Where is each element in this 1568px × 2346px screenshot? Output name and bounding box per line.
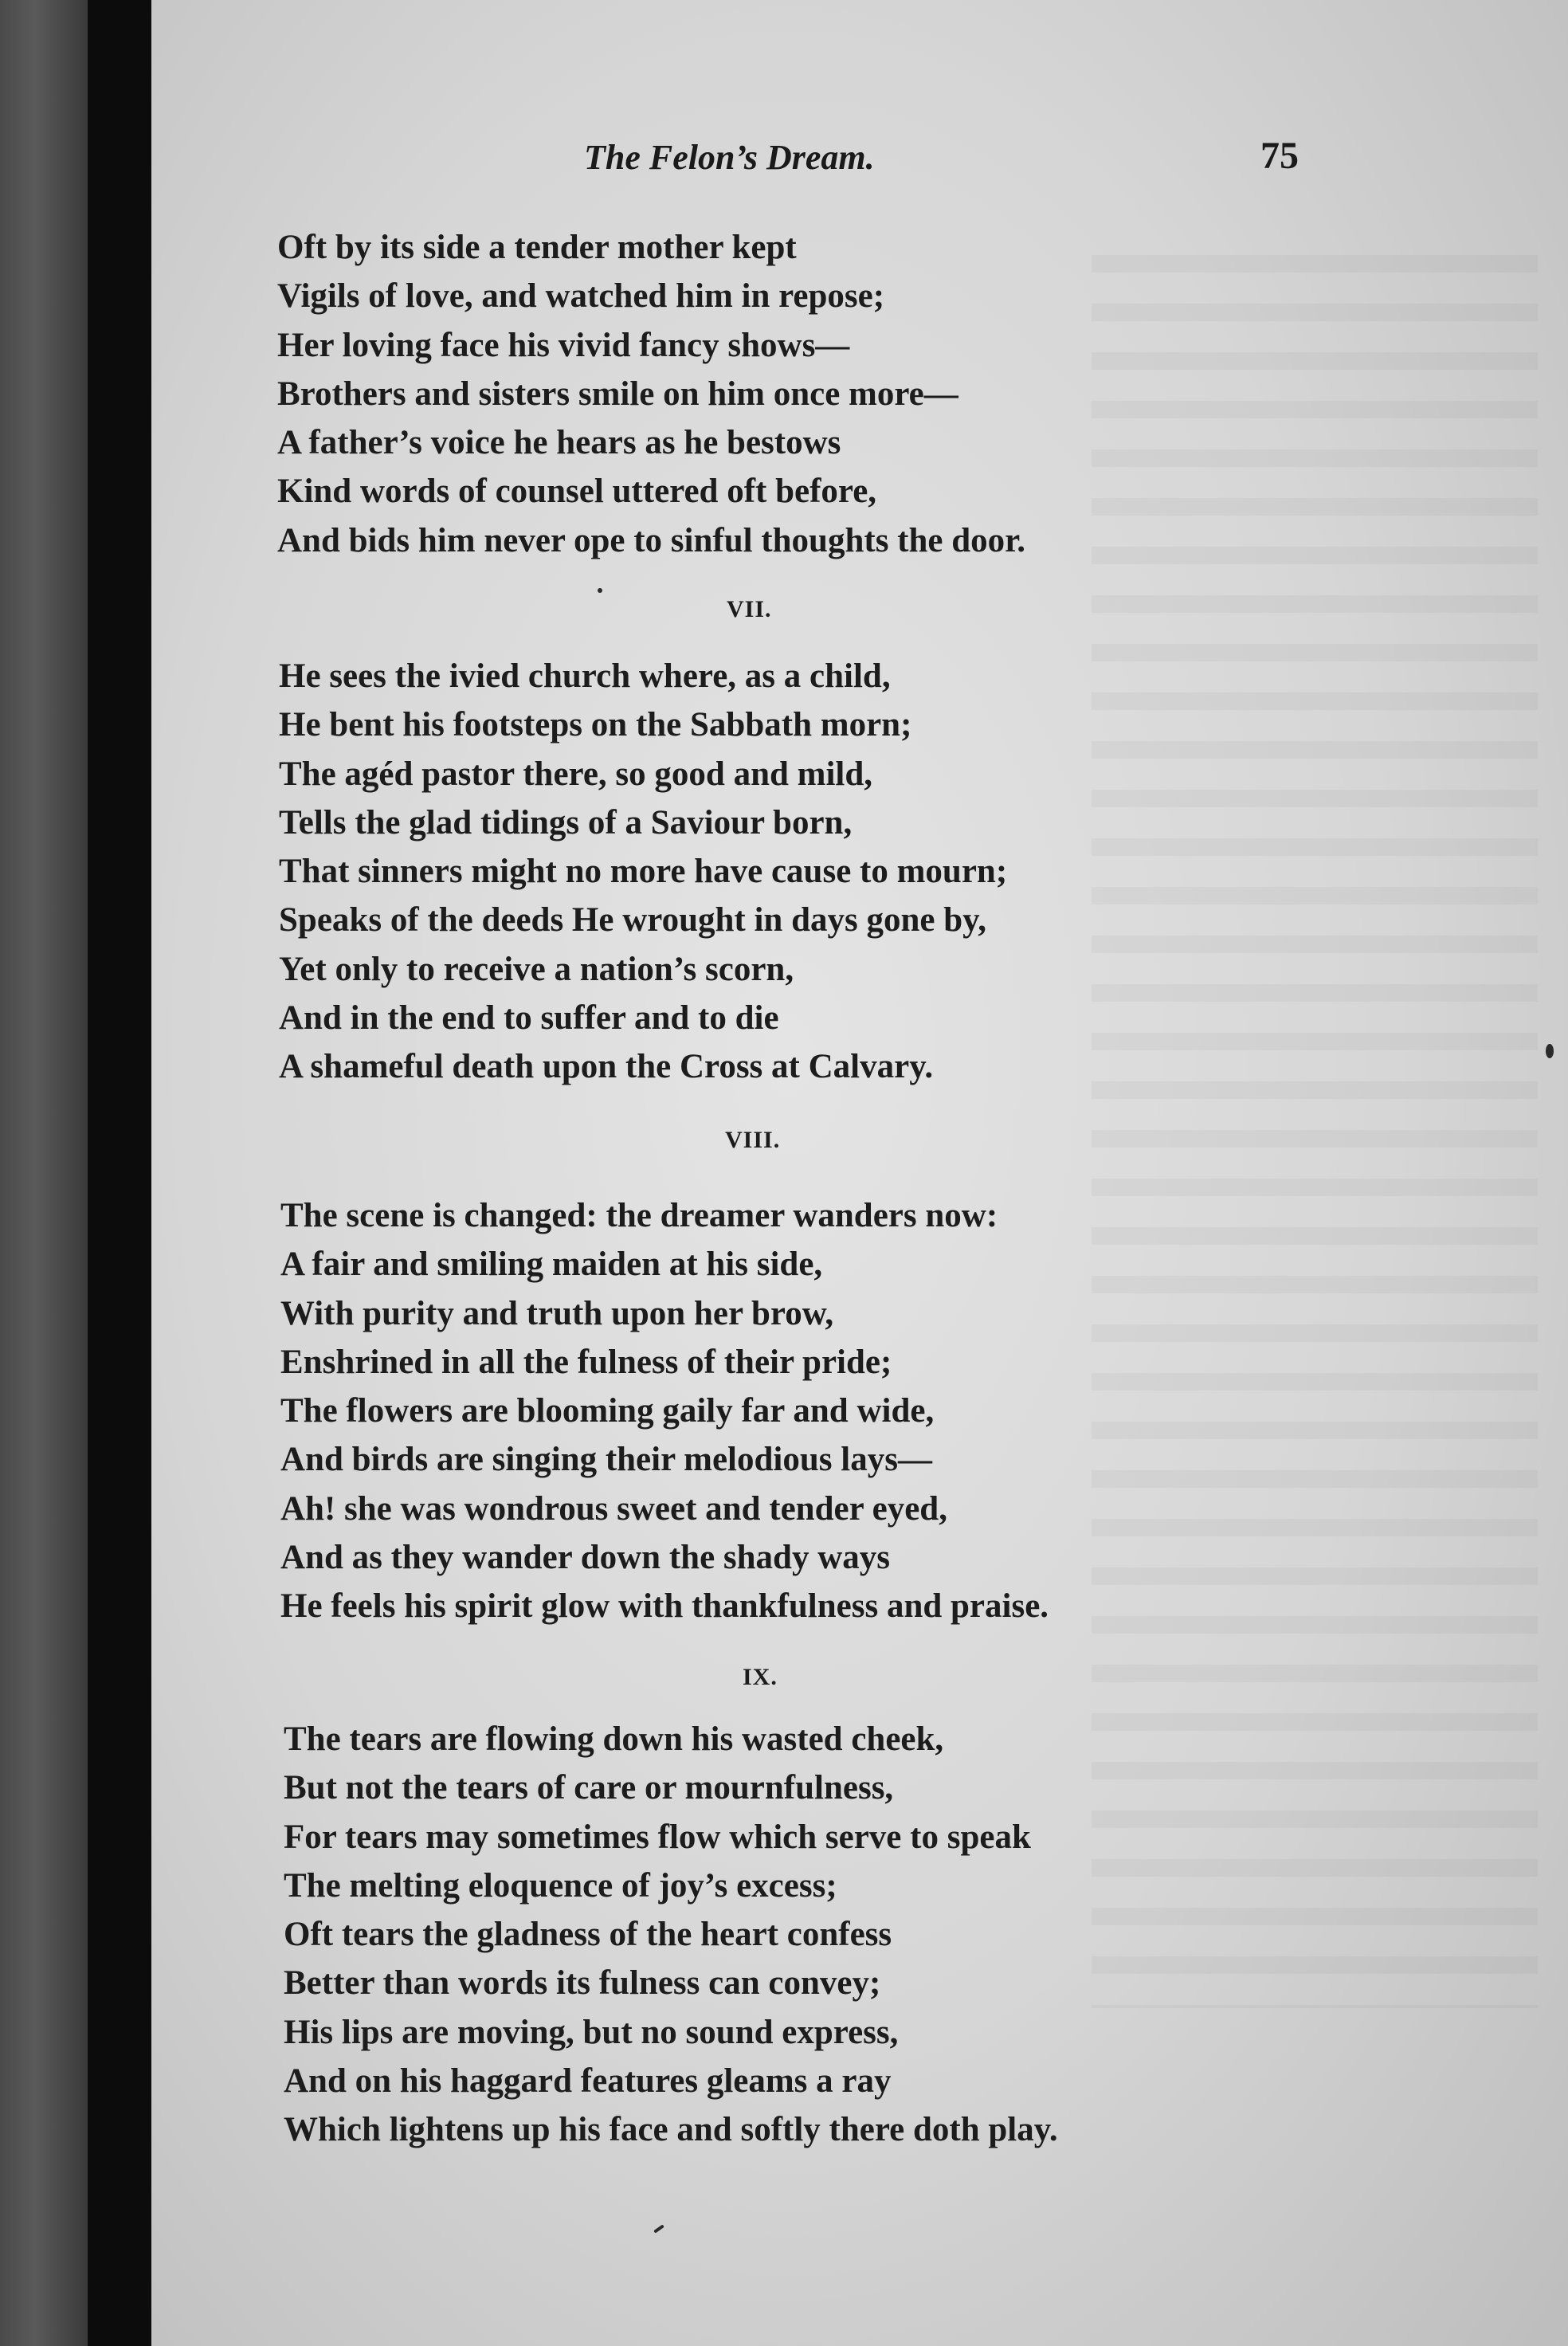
stanza-numeral-vii: VII. <box>727 596 772 622</box>
verse-line: He bent his footsteps on the Sabbath morn; <box>279 706 912 744</box>
verse-line: Ah! she was wondrous sweet and tender eyed, <box>280 1489 947 1528</box>
verse-line: Her loving face his vivid fancy shows— <box>277 326 850 364</box>
running-head: The Felon’s Dream. <box>584 138 875 177</box>
verse-line: Tells the glad tidings of a Saviour born, <box>279 803 853 842</box>
verse-line: A fair and smiling maiden at his side, <box>280 1246 823 1284</box>
verse-line: Brothers and sisters smile on him once more— <box>277 375 958 413</box>
verse-line: Which lightens up his face and softly there doth play. <box>284 2111 1058 2149</box>
verse-line: A father’s voice he hears as he bestows <box>277 424 841 462</box>
book-gutter <box>88 0 151 2346</box>
verse-line: But not the tears of care or mournfulness, <box>284 1769 894 1807</box>
page-number: 75 <box>1260 135 1299 177</box>
verse-line: Vigils of love, and watched him in repose; <box>277 277 885 316</box>
verse-line: For tears may sometimes flow which serve to speak <box>284 1818 1031 1856</box>
verse-line: And as they wander down the shady ways <box>280 1539 891 1577</box>
verse-line: The scene is changed: the dreamer wanders now: <box>280 1197 998 1234</box>
verse-line: Better than words its fulness can convey; <box>284 1964 881 2003</box>
verse-line: That sinners might no more have cause to mourn; <box>279 853 1008 891</box>
verse-line: He feels his spirit glow with thankfulness and praise. <box>280 1587 1049 1626</box>
ink-speck <box>1546 1044 1554 1058</box>
verse-line: And bids him never ope to sinful thoughts the door. <box>277 521 1026 559</box>
verse-line: The tears are flowing down his wasted cheek, <box>284 1720 944 1758</box>
verse-line: Speaks of the deeds He wrought in days gone by, <box>279 901 987 940</box>
book-page <box>151 0 1568 2346</box>
verse-line: Yet only to receive a nation’s scorn, <box>279 950 794 988</box>
verse-line: Oft by its side a tender mother kept <box>277 229 797 266</box>
stanza-numeral-ix: IX. <box>743 1664 778 1690</box>
verse-line: Kind words of counsel uttered oft before, <box>277 473 877 511</box>
stanza-ix <box>284 1715 1058 2155</box>
facing-page-edge <box>0 0 88 2346</box>
verse-line: Oft tears the gladness of the heart confess <box>284 1916 892 1954</box>
verse-line: The flowers are blooming gaily far and wide, <box>280 1392 935 1430</box>
stanza-viii <box>280 1191 1049 1631</box>
verse-line: Enshrined in all the fulness of their pride; <box>280 1343 892 1381</box>
verse-line: And on his haggard features gleams a ray <box>284 2062 892 2101</box>
verse-line: With purity and truth upon her brow, <box>280 1294 834 1332</box>
verse-line: The agéd pastor there, so good and mild, <box>279 755 873 793</box>
verse-line: A shameful death upon the Cross at Calvary. <box>279 1048 934 1086</box>
stanza-numeral-viii: VIII. <box>725 1127 781 1153</box>
ink-speck <box>653 2224 664 2233</box>
stanza-vii <box>279 652 1007 1092</box>
show-through-texture <box>1092 255 1538 2008</box>
stanza-continued <box>277 223 1025 565</box>
verse-line: The melting eloquence of joy’s excess; <box>284 1866 837 1905</box>
verse-line: And in the end to suffer and to die <box>279 999 779 1038</box>
verse-line: He sees the ivied church where, as a child, <box>279 657 891 695</box>
verse-line: His lips are moving, but no sound express, <box>284 2013 899 2051</box>
ink-speck <box>598 588 602 593</box>
verse-line: And birds are singing their melodious lays— <box>280 1441 932 1479</box>
